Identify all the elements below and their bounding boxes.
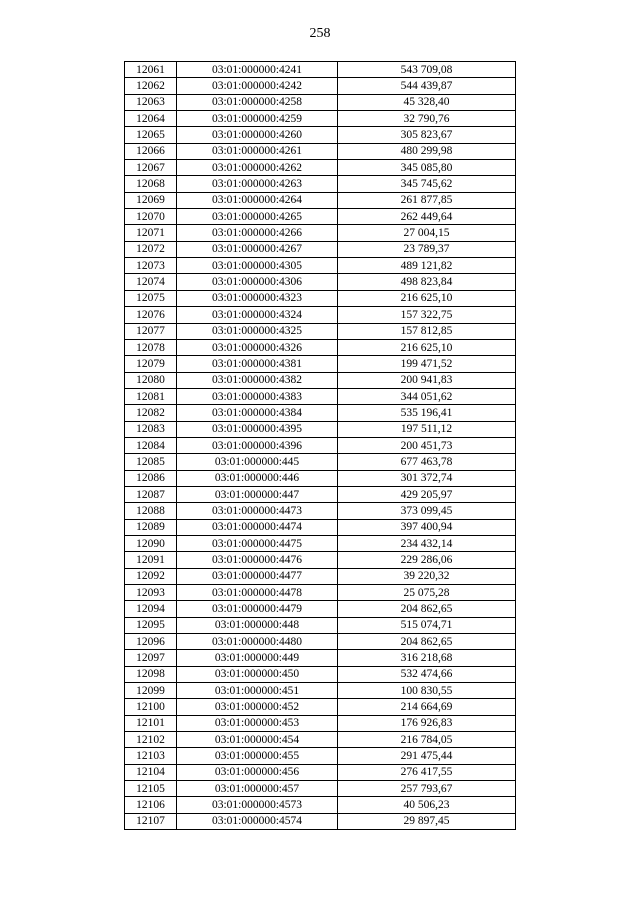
row-number-cell: 12090 bbox=[125, 535, 177, 551]
table-row bbox=[125, 356, 516, 372]
cadastral-number-cell: 03:01:000000:4259 bbox=[177, 111, 338, 127]
cadastral-number-cell: 03:01:000000:4382 bbox=[177, 372, 338, 388]
row-number-cell: 12069 bbox=[125, 192, 177, 208]
cadastral-value-cell: 157 322,75 bbox=[338, 307, 516, 323]
cadastral-value-cell: 199 471,52 bbox=[338, 356, 516, 372]
cadastral-value-cell: 204 862,65 bbox=[338, 634, 516, 650]
cadastral-value-cell: 489 121,82 bbox=[338, 258, 516, 274]
table-row bbox=[125, 585, 516, 601]
cadastral-number-cell: 03:01:000000:447 bbox=[177, 486, 338, 502]
cadastral-value-cell: 200 451,73 bbox=[338, 437, 516, 453]
cadastral-value-cell: 344 051,62 bbox=[338, 388, 516, 404]
cadastral-value-cell: 262 449,64 bbox=[338, 209, 516, 225]
cadastral-number-cell: 03:01:000000:4384 bbox=[177, 405, 338, 421]
cadastral-number-cell: 03:01:000000:4306 bbox=[177, 274, 338, 290]
table-row bbox=[125, 813, 516, 829]
cadastral-number-cell: 03:01:000000:4323 bbox=[177, 290, 338, 306]
row-number-cell: 12063 bbox=[125, 94, 177, 110]
cadastral-value-cell: 515 074,71 bbox=[338, 617, 516, 633]
cadastral-value-cell: 29 897,45 bbox=[338, 813, 516, 829]
table-row bbox=[125, 111, 516, 127]
table-row bbox=[125, 323, 516, 339]
row-number-cell: 12105 bbox=[125, 781, 177, 797]
row-number-cell: 12067 bbox=[125, 160, 177, 176]
table-row bbox=[125, 78, 516, 94]
cadastral-value-cell: 176 926,83 bbox=[338, 715, 516, 731]
cadastral-number-cell: 03:01:000000:452 bbox=[177, 699, 338, 715]
table-row bbox=[125, 454, 516, 470]
cadastral-value-cell: 25 075,28 bbox=[338, 585, 516, 601]
cadastral-value-cell: 301 372,74 bbox=[338, 470, 516, 486]
row-number-cell: 12095 bbox=[125, 617, 177, 633]
table-row bbox=[125, 274, 516, 290]
cadastral-value-cell: 216 784,05 bbox=[338, 732, 516, 748]
table-row bbox=[125, 666, 516, 682]
table-row bbox=[125, 781, 516, 797]
cadastral-number-cell: 03:01:000000:4475 bbox=[177, 535, 338, 551]
cadastral-number-cell: 03:01:000000:4381 bbox=[177, 356, 338, 372]
row-number-cell: 12084 bbox=[125, 437, 177, 453]
table-row bbox=[125, 225, 516, 241]
cadastral-number-cell: 03:01:000000:4263 bbox=[177, 176, 338, 192]
cadastral-value-cell: 204 862,65 bbox=[338, 601, 516, 617]
cadastral-value-cell: 23 789,37 bbox=[338, 241, 516, 257]
cadastral-number-cell: 03:01:000000:4480 bbox=[177, 634, 338, 650]
cadastral-value-cell: 39 220,32 bbox=[338, 568, 516, 584]
cadastral-number-cell: 03:01:000000:4479 bbox=[177, 601, 338, 617]
row-number-cell: 12061 bbox=[125, 62, 177, 78]
row-number-cell: 12093 bbox=[125, 585, 177, 601]
table-row bbox=[125, 535, 516, 551]
page-number: 258 bbox=[309, 26, 331, 41]
row-number-cell: 12077 bbox=[125, 323, 177, 339]
row-number-cell: 12104 bbox=[125, 764, 177, 780]
table-row bbox=[125, 160, 516, 176]
row-number-cell: 12076 bbox=[125, 307, 177, 323]
cadastral-value-cell: 677 463,78 bbox=[338, 454, 516, 470]
row-number-cell: 12100 bbox=[125, 699, 177, 715]
table-row bbox=[125, 290, 516, 306]
cadastral-number-cell: 03:01:000000:4242 bbox=[177, 78, 338, 94]
table-body bbox=[125, 62, 516, 830]
cadastral-number-cell: 03:01:000000:446 bbox=[177, 470, 338, 486]
row-number-cell: 12072 bbox=[125, 241, 177, 257]
table-row bbox=[125, 764, 516, 780]
cadastral-value-cell: 200 941,83 bbox=[338, 372, 516, 388]
table-row bbox=[125, 192, 516, 208]
row-number-cell: 12106 bbox=[125, 797, 177, 813]
table-row bbox=[125, 732, 516, 748]
cadastral-value-table bbox=[124, 61, 516, 830]
cadastral-number-cell: 03:01:000000:453 bbox=[177, 715, 338, 731]
cadastral-value-cell: 216 625,10 bbox=[338, 339, 516, 355]
table-row bbox=[125, 601, 516, 617]
cadastral-value-cell: 373 099,45 bbox=[338, 503, 516, 519]
row-number-cell: 12101 bbox=[125, 715, 177, 731]
cadastral-value-cell: 261 877,85 bbox=[338, 192, 516, 208]
row-number-cell: 12064 bbox=[125, 111, 177, 127]
cadastral-number-cell: 03:01:000000:4574 bbox=[177, 813, 338, 829]
table-row bbox=[125, 683, 516, 699]
table-row bbox=[125, 503, 516, 519]
row-number-cell: 12080 bbox=[125, 372, 177, 388]
cadastral-number-cell: 03:01:000000:457 bbox=[177, 781, 338, 797]
cadastral-value-cell: 532 474,66 bbox=[338, 666, 516, 682]
cadastral-number-cell: 03:01:000000:450 bbox=[177, 666, 338, 682]
row-number-cell: 12079 bbox=[125, 356, 177, 372]
cadastral-value-cell: 429 205,97 bbox=[338, 486, 516, 502]
cadastral-number-cell: 03:01:000000:4258 bbox=[177, 94, 338, 110]
cadastral-value-cell: 197 511,12 bbox=[338, 421, 516, 437]
cadastral-value-cell: 40 506,23 bbox=[338, 797, 516, 813]
cadastral-value-cell: 480 299,98 bbox=[338, 143, 516, 159]
row-number-cell: 12103 bbox=[125, 748, 177, 764]
row-number-cell: 12074 bbox=[125, 274, 177, 290]
cadastral-value-cell: 157 812,85 bbox=[338, 323, 516, 339]
table-row bbox=[125, 143, 516, 159]
cadastral-number-cell: 03:01:000000:4305 bbox=[177, 258, 338, 274]
cadastral-number-cell: 03:01:000000:4395 bbox=[177, 421, 338, 437]
row-number-cell: 12098 bbox=[125, 666, 177, 682]
cadastral-value-cell: 27 004,15 bbox=[338, 225, 516, 241]
cadastral-number-cell: 03:01:000000:4260 bbox=[177, 127, 338, 143]
row-number-cell: 12099 bbox=[125, 683, 177, 699]
row-number-cell: 12073 bbox=[125, 258, 177, 274]
cadastral-number-cell: 03:01:000000:4325 bbox=[177, 323, 338, 339]
row-number-cell: 12082 bbox=[125, 405, 177, 421]
row-number-cell: 12078 bbox=[125, 339, 177, 355]
table-row bbox=[125, 62, 516, 78]
row-number-cell: 12065 bbox=[125, 127, 177, 143]
cadastral-value-cell: 345 085,80 bbox=[338, 160, 516, 176]
cadastral-number-cell: 03:01:000000:456 bbox=[177, 764, 338, 780]
row-number-cell: 12107 bbox=[125, 813, 177, 829]
cadastral-number-cell: 03:01:000000:4326 bbox=[177, 339, 338, 355]
table-row bbox=[125, 405, 516, 421]
table-row bbox=[125, 372, 516, 388]
table-row bbox=[125, 339, 516, 355]
cadastral-value-cell: 305 823,67 bbox=[338, 127, 516, 143]
cadastral-number-cell: 03:01:000000:4474 bbox=[177, 519, 338, 535]
table-row bbox=[125, 241, 516, 257]
cadastral-value-cell: 535 196,41 bbox=[338, 405, 516, 421]
cadastral-value-cell: 229 286,06 bbox=[338, 552, 516, 568]
cadastral-number-cell: 03:01:000000:445 bbox=[177, 454, 338, 470]
cadastral-number-cell: 03:01:000000:4265 bbox=[177, 209, 338, 225]
row-number-cell: 12086 bbox=[125, 470, 177, 486]
row-number-cell: 12062 bbox=[125, 78, 177, 94]
table-row bbox=[125, 568, 516, 584]
cadastral-number-cell: 03:01:000000:4264 bbox=[177, 192, 338, 208]
cadastral-number-cell: 03:01:000000:449 bbox=[177, 650, 338, 666]
table-row bbox=[125, 519, 516, 535]
cadastral-value-cell: 316 218,68 bbox=[338, 650, 516, 666]
cadastral-number-cell: 03:01:000000:454 bbox=[177, 732, 338, 748]
row-number-cell: 12075 bbox=[125, 290, 177, 306]
table-row bbox=[125, 797, 516, 813]
cadastral-value-cell: 234 432,14 bbox=[338, 535, 516, 551]
table-row bbox=[125, 437, 516, 453]
row-number-cell: 12083 bbox=[125, 421, 177, 437]
table-row bbox=[125, 650, 516, 666]
row-number-cell: 12066 bbox=[125, 143, 177, 159]
cadastral-value-cell: 345 745,62 bbox=[338, 176, 516, 192]
cadastral-number-cell: 03:01:000000:4266 bbox=[177, 225, 338, 241]
cadastral-value-cell: 397 400,94 bbox=[338, 519, 516, 535]
cadastral-value-cell: 45 328,40 bbox=[338, 94, 516, 110]
cadastral-number-cell: 03:01:000000:4241 bbox=[177, 62, 338, 78]
cadastral-value-cell: 214 664,69 bbox=[338, 699, 516, 715]
table-row bbox=[125, 486, 516, 502]
table-row bbox=[125, 552, 516, 568]
row-number-cell: 12094 bbox=[125, 601, 177, 617]
cadastral-value-cell: 276 417,55 bbox=[338, 764, 516, 780]
table-row bbox=[125, 470, 516, 486]
cadastral-number-cell: 03:01:000000:448 bbox=[177, 617, 338, 633]
row-number-cell: 12068 bbox=[125, 176, 177, 192]
cadastral-number-cell: 03:01:000000:4267 bbox=[177, 241, 338, 257]
cadastral-number-cell: 03:01:000000:4396 bbox=[177, 437, 338, 453]
row-number-cell: 12088 bbox=[125, 503, 177, 519]
cadastral-number-cell: 03:01:000000:4473 bbox=[177, 503, 338, 519]
cadastral-number-cell: 03:01:000000:4477 bbox=[177, 568, 338, 584]
cadastral-number-cell: 03:01:000000:455 bbox=[177, 748, 338, 764]
table-row bbox=[125, 176, 516, 192]
row-number-cell: 12091 bbox=[125, 552, 177, 568]
row-number-cell: 12092 bbox=[125, 568, 177, 584]
row-number-cell: 12097 bbox=[125, 650, 177, 666]
row-number-cell: 12085 bbox=[125, 454, 177, 470]
cadastral-value-cell: 216 625,10 bbox=[338, 290, 516, 306]
cadastral-number-cell: 03:01:000000:4383 bbox=[177, 388, 338, 404]
cadastral-value-cell: 291 475,44 bbox=[338, 748, 516, 764]
cadastral-number-cell: 03:01:000000:4478 bbox=[177, 585, 338, 601]
cadastral-number-cell: 03:01:000000:451 bbox=[177, 683, 338, 699]
table-row bbox=[125, 127, 516, 143]
cadastral-value-cell: 32 790,76 bbox=[338, 111, 516, 127]
table-row bbox=[125, 421, 516, 437]
cadastral-value-cell: 498 823,84 bbox=[338, 274, 516, 290]
cadastral-value-cell: 543 709,08 bbox=[338, 62, 516, 78]
cadastral-value-cell: 544 439,87 bbox=[338, 78, 516, 94]
cadastral-number-cell: 03:01:000000:4476 bbox=[177, 552, 338, 568]
table-row bbox=[125, 634, 516, 650]
table-row bbox=[125, 617, 516, 633]
table-row bbox=[125, 748, 516, 764]
row-number-cell: 12081 bbox=[125, 388, 177, 404]
cadastral-value-cell: 100 830,55 bbox=[338, 683, 516, 699]
row-number-cell: 12071 bbox=[125, 225, 177, 241]
table-row bbox=[125, 307, 516, 323]
table-row bbox=[125, 388, 516, 404]
cadastral-number-cell: 03:01:000000:4324 bbox=[177, 307, 338, 323]
row-number-cell: 12089 bbox=[125, 519, 177, 535]
cadastral-number-cell: 03:01:000000:4262 bbox=[177, 160, 338, 176]
table-row bbox=[125, 699, 516, 715]
cadastral-number-cell: 03:01:000000:4573 bbox=[177, 797, 338, 813]
cadastral-number-cell: 03:01:000000:4261 bbox=[177, 143, 338, 159]
table-row bbox=[125, 209, 516, 225]
row-number-cell: 12070 bbox=[125, 209, 177, 225]
table-row bbox=[125, 715, 516, 731]
row-number-cell: 12102 bbox=[125, 732, 177, 748]
row-number-cell: 12096 bbox=[125, 634, 177, 650]
table-row bbox=[125, 94, 516, 110]
row-number-cell: 12087 bbox=[125, 486, 177, 502]
cadastral-value-cell: 257 793,67 bbox=[338, 781, 516, 797]
table-row bbox=[125, 258, 516, 274]
